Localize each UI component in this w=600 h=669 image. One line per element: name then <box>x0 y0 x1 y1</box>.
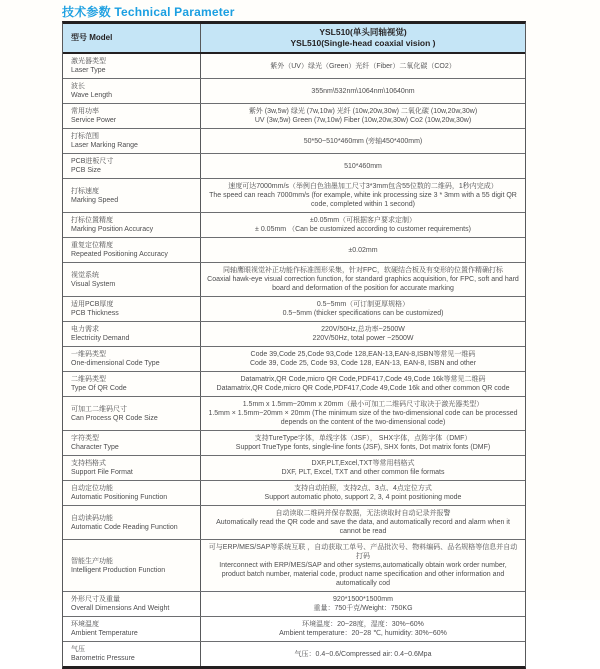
parameter-value-line: 紫外 (3w,5w) 绿光 (7w,10w) 光纤 (10w,20w,30w) 二氧化碳 (10w,20w,30w) <box>248 108 478 115</box>
parameter-value-line: Ambient temperature：20~28 ℃, humidity: 30%~60% <box>279 630 447 637</box>
parameter-label-zh: 智能生产功能 <box>71 557 113 565</box>
parameter-label-en: Intelligent Production Function <box>71 566 166 574</box>
parameter-value-cell <box>201 617 525 641</box>
parameter-label-zh: 适用PCB厚度 <box>71 301 114 308</box>
parameter-value-cell <box>201 481 525 505</box>
parameter-value-cell <box>201 297 525 321</box>
table-row <box>63 322 525 347</box>
parameter-value-line: 紫外（UV）绿光（Green）光纤（Fiber）二氧化碳（CO2） <box>270 62 456 70</box>
parameter-label-cell <box>63 456 201 480</box>
table-row <box>63 617 525 642</box>
parameter-value-line: Datamatrix,QR Code,micro QR Code,PDF417,Code 49,Code 16k等常见二维码 <box>240 376 486 383</box>
parameter-label-en: Service Power <box>71 117 117 124</box>
parameter-label-zh: 字符类型 <box>71 435 99 442</box>
parameter-label-cell <box>63 481 201 505</box>
parameter-label-cell <box>63 372 201 396</box>
parameter-value-line: 速度可达7000mm/s（举例白色油墨加工尺寸3*3mm包含55位数的二维码，1秒内完成） <box>228 183 498 190</box>
parameter-value-cell <box>201 213 525 237</box>
parameter-label-zh: 环境温度 <box>71 621 99 628</box>
table-row <box>63 397 525 431</box>
parameter-label-cell <box>63 592 201 616</box>
parameter-label-cell <box>63 79 201 103</box>
parameter-value-line: 1.5mm x 1.5mm~20mm x 20mm（最小可加工二维码尺寸取决于激光器类型） <box>242 401 484 408</box>
parameter-value-line: 同轴鹰眼视觉补正功能作标准图形采集，针对FPC，软硬结合板及有变形的位置作精确打标 <box>223 267 503 274</box>
parameter-value-line: 220V/50Hz, total power ~2500W <box>312 335 414 342</box>
parameter-value-cell <box>201 322 525 346</box>
parameter-label-zh: 外形尺寸及重量 <box>71 596 120 603</box>
parameter-value-cell <box>201 179 525 212</box>
parameter-value-cell <box>201 506 525 539</box>
parameter-value-line: 支持TureType字体，单线字体（JSF）， SHX字体，点阵字体（DMF） <box>254 435 472 442</box>
parameter-label-zh: 可加工二维码尺寸 <box>71 405 127 413</box>
parameter-label-cell <box>63 347 201 371</box>
model-value-cell <box>201 24 525 52</box>
parameter-value-cell <box>201 54 525 78</box>
parameter-label-zh: 一维码类型 <box>71 351 106 358</box>
parameter-label-en: Marking Speed <box>71 196 119 204</box>
parameter-label-cell <box>63 129 201 153</box>
parameter-label-zh: 打标位置精度 <box>71 217 113 224</box>
parameter-value-line: The speed can reach 7000mm/s (for example, white ink processing size 3 * 3mm with a 55 digit QR code, completed within 1 second) <box>209 192 517 208</box>
parameter-label-en: Can Process QR Code Size <box>71 414 158 422</box>
parameter-value-line: 可与ERP/MES/SAP等系统互联 ，自动获取工单号、产品批次号、物料编码、品名规格等信息并自动打码 <box>208 544 518 560</box>
parameter-value-line: 气压：0.4~0.6/Compressed air: 0.4~0.6Mpa <box>294 650 432 658</box>
parameter-label-cell <box>63 506 201 539</box>
parameter-label-en: Support File Format <box>71 469 133 476</box>
model-name-en: YSL510(Single-head coaxial vision ) <box>290 38 436 48</box>
model-header-cell <box>63 24 201 52</box>
parameter-label-en: Type Of QR Code <box>71 385 127 392</box>
parameter-value-cell <box>201 642 525 666</box>
parameter-label-cell <box>63 642 201 666</box>
parameter-label-zh: 波长 <box>71 83 85 90</box>
parameter-value-cell <box>201 397 525 430</box>
parameter-value-line: Code 39, Code 25, Code 93, Code 128, EAN-13, EAN-8, ISBN and other <box>249 360 477 367</box>
parameter-label-cell <box>63 263 201 296</box>
parameter-label-cell <box>63 104 201 128</box>
parameter-label-en: PCB Size <box>71 167 101 174</box>
table-row <box>63 642 525 666</box>
parameter-value-line: 重量：750千克/Weight：750KG <box>313 605 413 612</box>
parameter-value-line: 920*1500*1500mm <box>333 596 393 603</box>
parameter-value-line: Automatically read the QR code and save the data, and automatically record and alarm when it cannot be read <box>216 519 510 535</box>
parameter-value-line: ±0.05mm（可根据客户要求定制） <box>309 217 417 224</box>
parameter-label-en: Character Type <box>71 444 119 451</box>
parameter-label-en: One-dimensional Code Type <box>71 360 160 367</box>
parameter-value-line: Datamatrix,QR Code,micro QR Code,PDF417,Code 49,Code 16k and other common QR code <box>216 385 510 392</box>
parameter-label-en: Barometric Pressure <box>71 655 135 662</box>
parameter-label-en: Ambient Temperature <box>71 630 138 637</box>
parameter-label-cell <box>63 322 201 346</box>
parameter-label-cell <box>63 179 201 212</box>
parameter-label-cell <box>63 238 201 262</box>
parameter-value-line: 支持自动拍照，支持2点、3点、4点定位方式 <box>294 485 432 492</box>
parameter-label-en: Electricity Demand <box>71 335 130 342</box>
parameter-value-line: DXF, PLT, Excel, TXT and other common file formats <box>281 469 445 476</box>
parameter-value-cell <box>201 263 525 296</box>
parameter-value-line: ± 0.05mm （Can be customized according to customer requirements) <box>255 226 471 233</box>
parameter-label-zh: 常用功率 <box>71 108 99 115</box>
model-header-label: 型号 Model <box>71 33 113 42</box>
parameter-label-en: Laser Type <box>71 67 106 74</box>
parameter-label-en: Marking Position Accuracy <box>71 226 154 233</box>
parameter-value-cell <box>201 104 525 128</box>
table-header-row <box>63 24 525 54</box>
table-row <box>63 431 525 456</box>
table-row <box>63 297 525 322</box>
parameter-label-cell <box>63 154 201 178</box>
model-name-zh: YSL510(单头同轴视觉) <box>319 27 407 37</box>
parameter-label-en: Laser Marking Range <box>71 142 138 149</box>
parameter-value-line: 环境温度：20~28度，湿度：30%~60% <box>302 621 424 628</box>
parameter-value-line: UV (3w,5w) Green (7w,10w) Fiber (10w,20w,30w) Co2 (10w,20w,30w) <box>254 117 472 124</box>
parameter-label-zh: 视觉系统 <box>71 271 99 279</box>
table-row <box>63 79 525 104</box>
parameter-value-line: 50*50~510*460mm (旁轴450*400mm) <box>303 137 423 145</box>
parameter-label-zh: 二维码类型 <box>71 376 106 383</box>
parameter-value-line: ±0.02mm <box>348 246 378 254</box>
parameter-value-line: Interconnect with ERP/MES/SAP and other systems,automatically obtain work order number, product batch number, material code, product name specification and other information and automatically cod <box>219 562 507 587</box>
table-row <box>63 54 525 79</box>
page-title: 技术参数 Technical Parameter <box>62 5 235 19</box>
parameter-label-zh: 打标范围 <box>71 133 99 140</box>
parameter-value-cell <box>201 129 525 153</box>
table-row <box>63 372 525 397</box>
parameter-label-en: Repeated Positioning Accuracy <box>71 251 168 258</box>
parameter-label-cell <box>63 431 201 455</box>
parameter-label-zh: 气压 <box>71 646 85 653</box>
parameter-value-line: 0.5~5mm（可订制更厚规格） <box>316 301 410 308</box>
parameter-label-en: Visual System <box>71 280 116 288</box>
parameter-label-zh: 自动定位功能 <box>71 485 113 492</box>
parameter-label-zh: 重复定位精度 <box>71 242 113 249</box>
parameter-label-en: Automatic Code Reading Function <box>71 523 178 531</box>
table-row <box>63 104 525 129</box>
table-row <box>63 540 525 592</box>
parameter-label-cell <box>63 397 201 430</box>
parameter-value-cell <box>201 154 525 178</box>
parameter-label-cell <box>63 213 201 237</box>
parameter-value-cell <box>201 431 525 455</box>
parameter-value-line: 220V/50Hz,总功率~2500W <box>321 326 405 333</box>
parameter-label-en: Overall Dimensions And Weight <box>71 605 170 612</box>
table-row <box>63 129 525 154</box>
table-row <box>63 179 525 213</box>
parameter-value-line: 510*460mm <box>344 162 382 170</box>
table-row <box>63 213 525 238</box>
parameter-value-line: Support automatic photo, support 2, 3, 4 point positioning mode <box>264 494 462 501</box>
table-row <box>63 506 525 540</box>
parameter-label-cell <box>63 540 201 591</box>
parameter-value-line: 355nm\532nm\1064nm\10640nm <box>311 87 415 95</box>
parameter-value-line: DXF,PLT,Excel,TXT等常用档格式 <box>311 460 415 467</box>
parameter-label-zh: 电力需求 <box>71 326 99 333</box>
parameter-value-line: 1.5mm × 1.5mm~20mm × 20mm (The minimum size of the two-dimensional code can be processed depends on the content of the two-dimensional code) <box>208 410 518 426</box>
parameter-label-cell <box>63 297 201 321</box>
parameter-label-cell <box>63 617 201 641</box>
table-row <box>63 154 525 179</box>
parameter-value-cell <box>201 456 525 480</box>
parameter-value-line: Coaxial hawk-eye visual correction function, for standard graphics acquisition, for FPC, soft and hard board and deformation of the position for accurate marking <box>207 276 519 292</box>
parameter-label-en: PCB Thickness <box>71 310 119 317</box>
table-body <box>63 54 525 666</box>
parameter-value-line: 自动读取二维码并保存数据，无法读取时自动记录并报警 <box>275 510 451 517</box>
parameter-value-cell <box>201 540 525 591</box>
parameter-value-cell <box>201 592 525 616</box>
parameter-value-cell <box>201 347 525 371</box>
parameter-value-line: Code 39,Code 25,Code 93,Code 128,EAN-13,EAN-8,ISBN等常见一维码 <box>250 351 476 358</box>
table-row <box>63 481 525 506</box>
parameter-label-zh: 支持档格式 <box>71 460 106 467</box>
parameter-label-zh: PCB进板尺寸 <box>71 158 114 165</box>
parameter-label-en: Automatic Positioning Function <box>71 494 168 501</box>
parameter-label-zh: 自动读码功能 <box>71 514 113 522</box>
parameter-label-en: Wave Length <box>71 92 112 99</box>
table-row <box>63 456 525 481</box>
parameter-value-cell <box>201 238 525 262</box>
parameter-value-cell <box>201 372 525 396</box>
table-row <box>63 592 525 617</box>
parameter-label-zh: 打标速度 <box>71 187 99 195</box>
table-row <box>63 263 525 297</box>
parameter-label-zh: 激光器类型 <box>71 58 106 65</box>
parameter-value-cell <box>201 79 525 103</box>
parameter-value-line: 0.5~5mm (thicker specifications can be customized) <box>282 310 444 317</box>
technical-parameter-table <box>62 21 526 669</box>
table-row <box>63 347 525 372</box>
table-row <box>63 238 525 263</box>
parameter-value-line: Support TrueType fonts, single-line fonts (JSF), SHX fonts, Dot matrix fonts (DMF) <box>235 444 491 451</box>
parameter-label-cell <box>63 54 201 78</box>
